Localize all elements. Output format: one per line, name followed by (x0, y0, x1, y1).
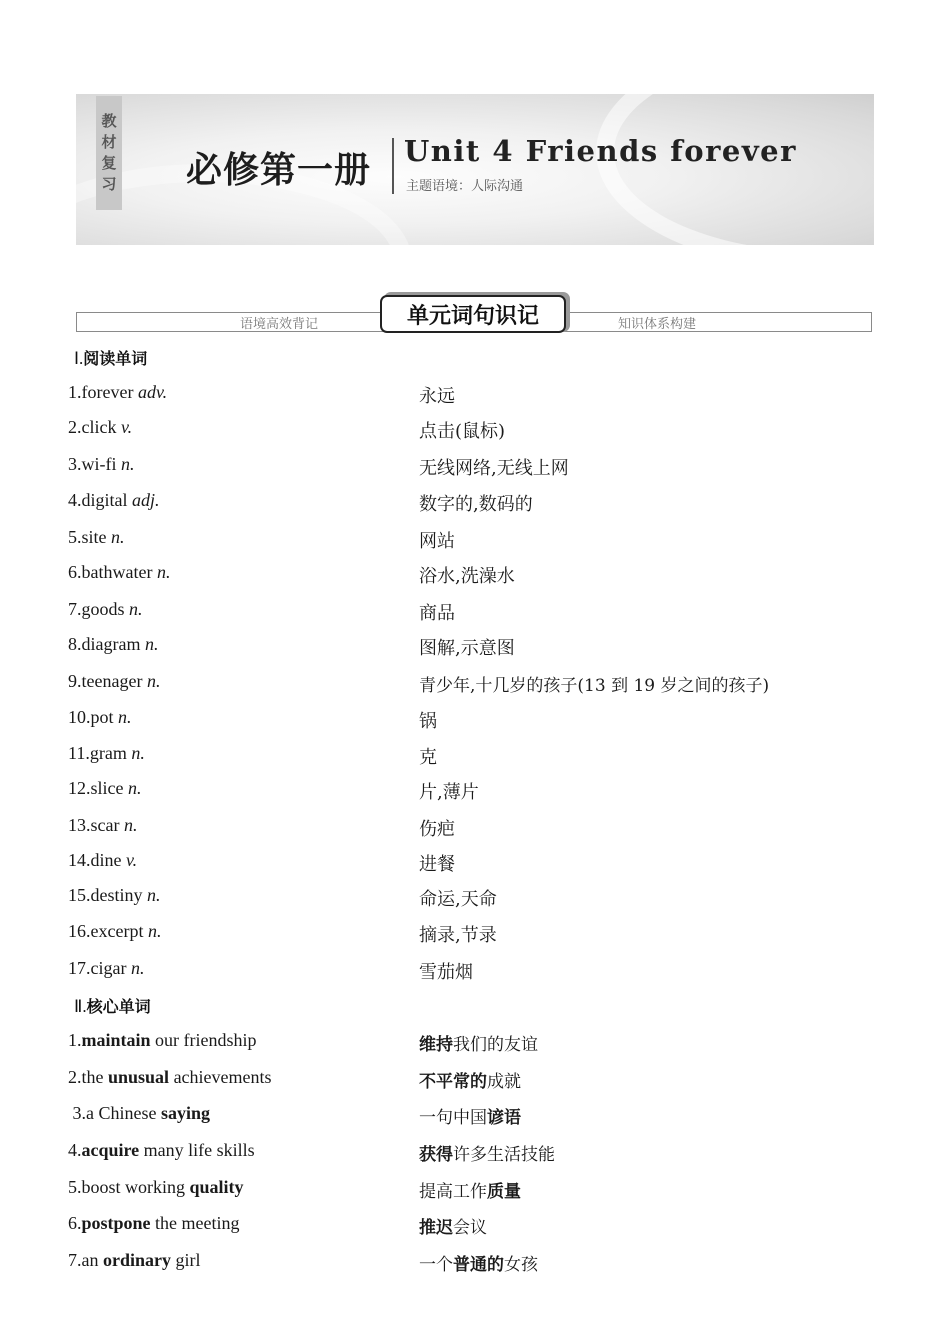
heading-text: 阅读单词 (83, 349, 148, 368)
part-of-speech: n. (147, 885, 161, 905)
key-meaning: 不平常的 (419, 1072, 487, 1092)
part-of-speech: n. (144, 634, 159, 654)
part-of-speech: n. (147, 921, 162, 941)
word: 11.gram (68, 743, 132, 763)
list-item (0, 778, 950, 802)
word: 2.click (68, 417, 121, 437)
list-item (0, 1250, 950, 1274)
phrase-prefix: 6. (68, 1213, 82, 1233)
list-item (0, 1030, 950, 1054)
list-item (0, 1213, 950, 1237)
reading-words-heading (74, 346, 147, 369)
key-word: unusual (108, 1067, 170, 1087)
part-of-speech: n. (121, 454, 135, 474)
meaning-suffix: 许多生活技能 (453, 1145, 555, 1165)
key-meaning: 推迟 (419, 1218, 453, 1238)
section-right-label: 知识体系构建 (618, 317, 697, 332)
list-item (0, 885, 950, 909)
word: 4.digital (68, 490, 132, 510)
word: 6.bathwater (68, 562, 157, 582)
unit-subtitle: 主题语境：人际沟通 (406, 179, 524, 194)
phrase-prefix: 1. (68, 1030, 82, 1050)
list-item (0, 634, 950, 658)
meaning: 商品 (419, 603, 455, 624)
meaning: 片,薄片 (419, 782, 479, 803)
core-words-heading (74, 994, 151, 1017)
word: 14.dine (68, 850, 126, 870)
meaning: 伤疤 (419, 819, 455, 840)
phrase-suffix: many life skills (139, 1140, 255, 1160)
word: 3.wi-fi (68, 454, 121, 474)
meaning: 点击(鼠标) (419, 421, 506, 442)
list-item (0, 1103, 950, 1127)
part-of-speech: n. (118, 707, 132, 727)
phrase-prefix: 2.the (68, 1067, 108, 1087)
key-meaning: 获得 (419, 1145, 453, 1165)
part-of-speech: v. (120, 417, 133, 437)
list-item (0, 671, 950, 695)
list-item (0, 743, 950, 767)
part-of-speech: n. (130, 958, 145, 978)
key-word: saying (160, 1103, 211, 1123)
part-of-speech: adj. (132, 490, 160, 510)
meaning: 克 (419, 747, 437, 768)
part-of-speech: n. (131, 743, 145, 763)
phrase-suffix: our friendship (150, 1030, 257, 1050)
heading-number: Ⅰ. (74, 349, 84, 368)
list-item (0, 490, 950, 514)
key-meaning: 质量 (487, 1182, 521, 1202)
word: 7.goods (68, 599, 130, 619)
decorative-swoosh (596, 94, 874, 245)
word: 1.forever (68, 382, 138, 402)
list-item (0, 562, 950, 586)
phrase-suffix: girl (171, 1250, 201, 1270)
phrase-prefix: 7.an (68, 1250, 103, 1270)
list-item (0, 382, 950, 406)
meaning: 数字的,数码的 (419, 494, 533, 515)
meaning: 永远 (419, 386, 455, 407)
side-tab-char: 材 (101, 133, 117, 151)
part-of-speech: adv. (137, 382, 168, 402)
list-item (0, 1140, 950, 1164)
key-word: maintain (81, 1030, 151, 1050)
word: 9.teenager (68, 671, 147, 691)
key-meaning: 普通的 (453, 1255, 504, 1275)
key-meaning: 维持 (419, 1035, 453, 1055)
phrase-suffix: achievements (169, 1067, 272, 1087)
meaning: 青少年,十几岁的孩子(13 到 19 岁之间的孩子) (419, 676, 770, 696)
list-item (0, 1067, 950, 1091)
phrase-prefix: 4. (68, 1140, 82, 1160)
list-item (0, 1177, 950, 1201)
meaning-suffix: 成就 (487, 1072, 521, 1092)
side-tab-char: 习 (101, 175, 117, 193)
part-of-speech: n. (129, 599, 143, 619)
phrase-prefix: 3.a Chinese (68, 1103, 161, 1123)
meaning-prefix: 提高工作 (419, 1182, 487, 1202)
word: 13.scar (68, 815, 124, 835)
word: 12.slice (68, 778, 128, 798)
unit-title: Unit 4 Friends forever (404, 134, 797, 168)
part-of-speech: n. (111, 527, 125, 547)
title-divider (392, 138, 394, 194)
meaning-suffix: 女孩 (504, 1255, 538, 1275)
word: 15.destiny (68, 885, 147, 905)
list-item (0, 417, 950, 441)
word: 5.site (68, 527, 111, 547)
side-tab-char: 教 (101, 112, 117, 130)
part-of-speech: n. (123, 815, 138, 835)
word: 8.diagram (68, 634, 145, 654)
chapter-banner (76, 94, 874, 245)
part-of-speech: n. (156, 562, 171, 582)
word: 17.cigar (68, 958, 131, 978)
key-meaning: 谚语 (487, 1108, 521, 1128)
review-side-tab (96, 96, 122, 210)
section-left-label: 语境高效背记 (240, 317, 319, 332)
meaning: 无线网络,无线上网 (419, 458, 569, 479)
meaning: 雪茄烟 (419, 962, 473, 983)
meaning: 摘录,节录 (419, 925, 497, 946)
phrase-prefix: 5.boost working (68, 1177, 190, 1197)
meaning: 网站 (419, 531, 455, 552)
part-of-speech: n. (146, 671, 161, 691)
word: 10.pot (68, 707, 119, 727)
list-item (0, 454, 950, 478)
list-item (0, 527, 950, 551)
meaning: 进餐 (419, 854, 455, 875)
book-title: 必修第一册 (186, 150, 372, 191)
meaning-prefix: 一句中国 (419, 1108, 487, 1128)
list-item (0, 599, 950, 623)
list-item (0, 707, 950, 731)
word: 16.excerpt (68, 921, 148, 941)
meaning: 图解,示意图 (419, 638, 515, 659)
part-of-speech: n. (128, 778, 142, 798)
list-item (0, 921, 950, 945)
key-word: postpone (81, 1213, 151, 1233)
key-word: acquire (81, 1140, 140, 1160)
section-title: 单元词句识记 (380, 295, 566, 333)
list-item (0, 850, 950, 874)
meaning-suffix: 会议 (453, 1218, 487, 1238)
phrase-suffix: the meeting (150, 1213, 240, 1233)
list-item (0, 958, 950, 982)
side-tab-char: 复 (101, 154, 117, 172)
list-item (0, 815, 950, 839)
key-word: ordinary (103, 1250, 172, 1270)
meaning: 浴水,洗澡水 (419, 566, 515, 587)
heading-number: Ⅱ. (74, 997, 87, 1016)
meaning: 锅 (419, 711, 437, 732)
key-word: quality (189, 1177, 244, 1197)
part-of-speech: v. (126, 850, 138, 870)
meaning: 命运,天命 (419, 889, 497, 910)
meaning-prefix: 一个 (419, 1255, 453, 1275)
meaning-suffix: 我们的友谊 (453, 1035, 538, 1055)
heading-text: 核心单词 (86, 997, 151, 1016)
